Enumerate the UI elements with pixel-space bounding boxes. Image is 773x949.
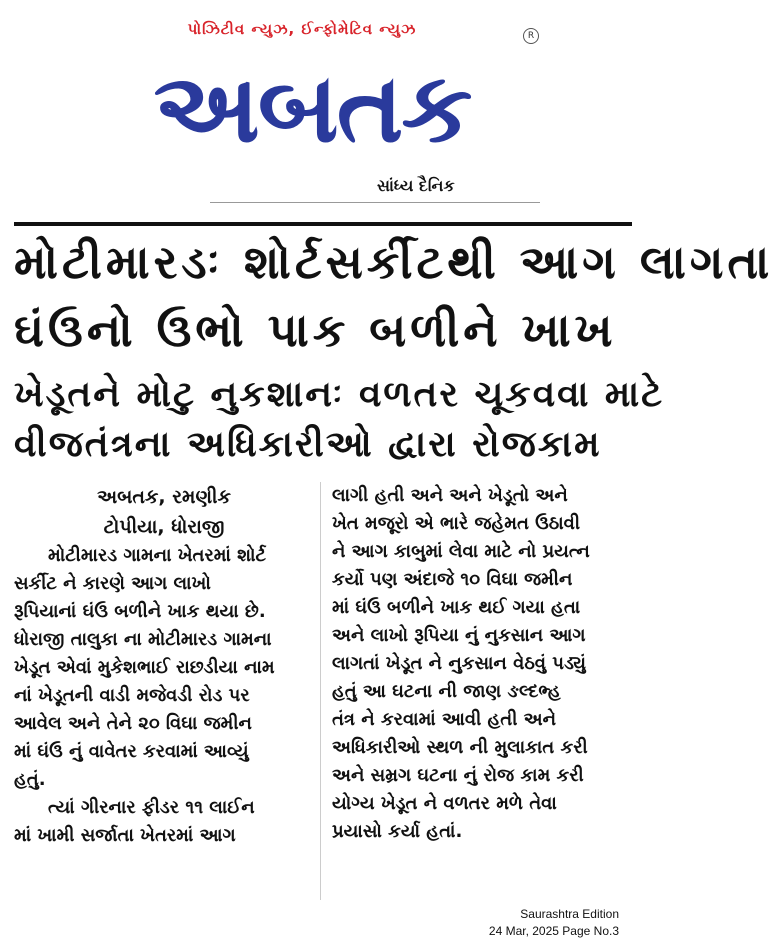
masthead-rule (210, 202, 540, 203)
subheadline-line-2: વીજતંત્રના અધિકારીઓ દ્વારા રોજકામ (14, 424, 602, 465)
body-line: કર્યો પણ અંદાજે ૧૦ વિઘા જમીન (332, 569, 573, 590)
body-line: અને લાખો રૂપિયા નું નુકસાન આગ (332, 625, 586, 646)
newspaper-logo (92, 44, 532, 172)
body-line: હતું આ ઘટના ની જાણ ઙલ્દભ્હ (332, 681, 561, 702)
subheadline (14, 370, 665, 470)
registered-mark-icon: R (523, 28, 539, 44)
body-line: ધોરાજી તાલુકા ના મોટીમારડ ગામના (14, 629, 272, 650)
headline-line-1: મોટીમારડઃ શોર્ટસર્કીટથી આગ લાગતા (14, 235, 773, 289)
body-line: ને આગ કાબુમાં લેવા માટે નો પ્રયત્ન (332, 541, 590, 562)
edition-info (489, 906, 619, 940)
body-line: ત્યાં ગીરનાર ફીડર ૧૧ લાઈન (48, 797, 255, 818)
body-line: લાગતાં ખેડૂત ને નુકસાન વેઠવું પડ્યું (332, 653, 586, 674)
edition-date-page: 24 Mar, 2025 Page No.3 (488, 924, 619, 938)
body-line: તંત્ર ને કરવામાં આવી હતી અને (332, 709, 557, 730)
body-line: નાં ખેડૂતની વાડી મજેવડી રોડ પર (14, 685, 250, 706)
body-line: હતું. (14, 769, 46, 790)
body-line: ખેત મજૂરો એ ભારે જહેમત ઉઠાવી (332, 513, 581, 534)
body-line: અધિકારીઓ સ્થળ ની મુલાકાત કરી (332, 737, 588, 758)
headline-rule (14, 222, 632, 226)
body-line: સર્કીટ ને કારણે આગ લાખો (14, 573, 211, 594)
headline (14, 228, 773, 364)
logo-text: અબતક (153, 52, 471, 164)
body-line: આવેલ અને તેને ૨૦ વિઘા જમીન (14, 713, 252, 734)
masthead-tagline: પોઝિટીવ ન્યુઝ, ઈન્ફોમેટિવ ન્યુઝ (187, 20, 417, 38)
body-line: લાગી હતી અને અને ખેડૂતો અને (332, 485, 568, 506)
article-column-right (332, 482, 632, 846)
byline-line-1: અબતક, રમણીક (97, 486, 231, 508)
edition-name: Saurashtra Edition (520, 907, 619, 921)
body-line: મોટીમારડ ગામના ખેતરમાં શોર્ટ (48, 545, 267, 566)
byline-line-2: ટોપીયા, ધોરાજી (103, 516, 225, 538)
article-column-left (14, 482, 314, 850)
body-line: પ્રયાસો કર્યા હતાં. (332, 821, 463, 842)
body-line: માં ખામી સર્જાતા ખેતરમાં આગ (14, 825, 236, 846)
subheadline-line-1: ખેડૂતને મોટુ નુકશાનઃ વળતર ચૂકવવા માટે (14, 374, 665, 415)
body-line: માં ઘંઉ નું વાવેતર કરવામાં આવ્યું (14, 741, 249, 762)
body-line: અને સમ્રગ ઘટના નું રોજ કામ કરી (332, 765, 584, 786)
column-divider (320, 482, 321, 900)
body-line: માં ઘંઉ બળીને ખાક થઈ ગયા હતા (332, 597, 581, 618)
body-line: યોગ્ય ખેડૂત ને વળતર મળે તેવા (332, 793, 557, 814)
headline-line-2: ઘંઉનો ઉભો પાક બળીને ખાખ (14, 303, 617, 357)
masthead-subtagline: સાંધ્ય દૈનિક (377, 176, 455, 195)
body-line: રૂપિયાનાં ઘંઉ બળીને ખાક થયા છે. (14, 601, 266, 622)
body-line: ખેડૂત એવાં મુકેશભાઈ રાછડીયા નામ (14, 657, 275, 678)
